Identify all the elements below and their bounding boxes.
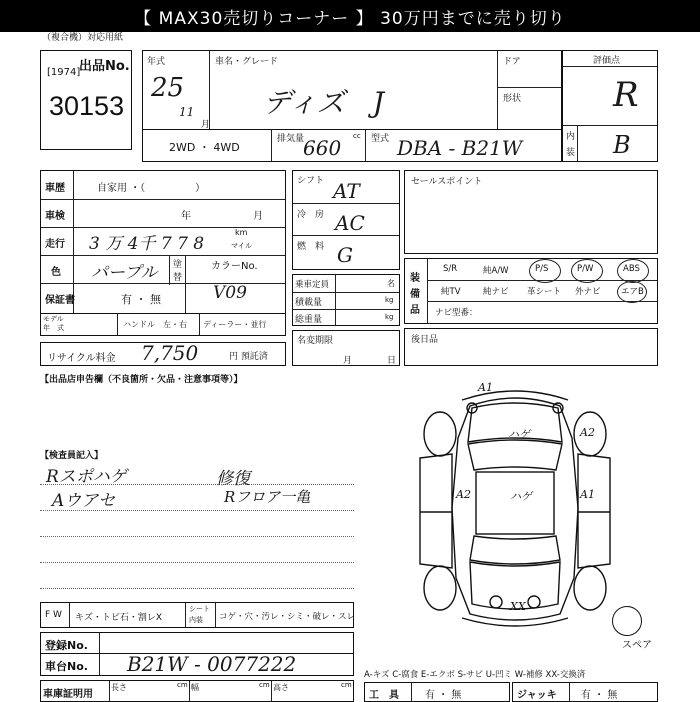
- paint-label-1: 塗: [173, 260, 183, 270]
- type-value: DBA - B21W: [397, 136, 523, 160]
- navi-model-label: ナビ型番：: [435, 308, 478, 318]
- spare-tire-icon: [612, 606, 642, 636]
- equipment-label-1: 装: [410, 273, 420, 284]
- handle-options: ハンドル 左・右: [123, 320, 187, 329]
- jack-label: ジャッキ: [517, 690, 557, 701]
- lot-number: 30153: [49, 91, 125, 121]
- interior-items: コゲ・穴・汚レ・シミ・破レ・スレ: [219, 612, 356, 622]
- interior-label-2: 装: [566, 148, 576, 158]
- year-label: 年式: [147, 57, 166, 67]
- ps-circle: [529, 259, 561, 283]
- equip-leather: 革シート: [527, 287, 562, 297]
- recycle-label: リサイクル料金: [47, 353, 116, 364]
- drive-type: 2WD ・ 4WD: [169, 141, 240, 154]
- ac-value: AC: [335, 211, 365, 235]
- registration-row: [40, 632, 354, 654]
- tools-label: 工 具: [369, 690, 399, 701]
- inspection-year: 年: [181, 211, 191, 222]
- lot-box: [40, 50, 132, 150]
- equip-navi: 純ナビ: [483, 287, 509, 297]
- cert-height-unit: cm: [341, 681, 352, 689]
- note-line-1: Rスポハゲ: [46, 467, 127, 487]
- seat-label-1: シート: [189, 605, 210, 613]
- equip-pw: P/W: [577, 264, 594, 274]
- recycle-row: [40, 342, 286, 366]
- diagram-label-right-front: A2: [580, 426, 595, 439]
- model-year-label-1: モデル: [43, 315, 64, 323]
- model-value: ディズ J: [263, 86, 384, 119]
- cert-label: 車庫証明用: [43, 689, 93, 700]
- warranty-label: 保証書: [45, 295, 75, 306]
- fuel-value: G: [337, 243, 353, 267]
- lot-bracket: [1974]: [47, 67, 81, 78]
- equip-ps: P/S: [535, 264, 549, 274]
- score-box: [562, 50, 658, 162]
- chassis-label: 車台No.: [45, 660, 88, 673]
- model-year-label-2: 年 式: [43, 324, 64, 332]
- equipment-label-3: 品: [410, 305, 420, 316]
- mileage-label: 走行: [45, 239, 65, 250]
- diagram-label-right: A1: [580, 488, 595, 501]
- inspection-month: 月: [253, 211, 263, 222]
- jack-row: [512, 682, 658, 702]
- owner-change-day: 日: [387, 356, 397, 366]
- recycle-value: 7,750: [141, 341, 199, 365]
- color-value: パープル: [91, 263, 158, 283]
- color-code-label: カラーNo.: [211, 261, 258, 272]
- tools-value: 有 ・ 無: [425, 690, 462, 701]
- displacement-unit: cc: [353, 132, 361, 140]
- year-month-value: 11: [179, 105, 195, 119]
- type-label: 型式: [371, 134, 390, 144]
- rear-items-label: 後日品: [411, 335, 439, 345]
- color-code-value: V09: [213, 283, 247, 303]
- abs-circle: [617, 259, 649, 283]
- displacement-value: 660: [303, 136, 342, 160]
- equip-airbag: エアB: [621, 287, 644, 297]
- pw-circle: [571, 259, 603, 283]
- cert-width-unit: cm: [259, 681, 270, 689]
- interior-row: [40, 602, 354, 628]
- note-line-3: Aウアセ: [52, 491, 116, 511]
- registration-label: 登録No.: [45, 639, 88, 652]
- chassis-row: [40, 654, 354, 676]
- model-year-row: [40, 314, 286, 336]
- equipment-label-2: 備: [410, 289, 420, 300]
- history-label: 車歴: [45, 183, 65, 194]
- door-label: ドア: [503, 57, 521, 67]
- inspector-notes: [40, 460, 354, 598]
- fw-items: キズ・トビ石・割レX: [75, 613, 162, 623]
- mileage-unit-mile: マイル: [231, 242, 252, 250]
- history-value: 自家用 ・（ ）: [97, 183, 206, 194]
- shift-value: AT: [333, 179, 360, 203]
- gross-label: 総重量: [295, 315, 323, 325]
- note-line-4: Rフロア一亀: [224, 488, 311, 506]
- month-unit: 月: [201, 120, 211, 130]
- equipment-box: [404, 258, 658, 324]
- equip-aw: 純A/W: [483, 266, 509, 276]
- interior-value: B: [613, 131, 631, 159]
- note-line-2: 修復: [216, 469, 250, 489]
- diagram-label-rear: XX: [510, 600, 526, 613]
- garage-cert-row: [40, 680, 354, 702]
- airbag-circle: [617, 281, 647, 303]
- cert-length-unit: cm: [177, 681, 188, 689]
- spec-row: [142, 130, 562, 162]
- fw-label: F W: [45, 610, 62, 620]
- rear-items-box: [404, 328, 658, 366]
- owner-change-month: 月: [343, 356, 353, 366]
- inspector-label: 【検査員記入】: [40, 451, 104, 461]
- capacity-box: [292, 274, 400, 326]
- diagram-label-roof: ハゲ: [510, 490, 532, 503]
- diagram-label-left: A2: [456, 488, 471, 501]
- load-label: 積載量: [295, 298, 323, 308]
- dealer-options: ディーラー・並行: [203, 320, 267, 329]
- equip-sr: S/R: [443, 264, 458, 274]
- mileage-value: 3 万 4千 7 7 8: [89, 234, 205, 254]
- inspection-label: 車検: [45, 211, 65, 222]
- tools-row: [364, 682, 510, 702]
- fuel-label: 燃 料: [297, 242, 325, 252]
- sale-banner: 【 MAX30売切りコーナー 】 30万円までに売り切り: [0, 0, 700, 32]
- details-box: [40, 170, 286, 314]
- lot-label: 出品No.: [79, 59, 130, 74]
- equip-abs: ABS: [623, 264, 640, 274]
- cert-height: 高さ: [273, 683, 289, 692]
- chassis-value: B21W - 0077222: [127, 652, 297, 676]
- spare-label: スペア: [622, 640, 652, 651]
- owner-change-label: 名変期限: [297, 336, 334, 346]
- shift-label: シフト: [297, 176, 325, 186]
- score-value: R: [613, 75, 639, 115]
- capacity-unit: 名: [387, 279, 395, 288]
- paper-note: （複合機）対応用紙: [42, 33, 124, 43]
- paint-label-2: 替: [173, 273, 183, 283]
- interior-label-1: 内: [566, 132, 576, 142]
- header-box: [142, 50, 562, 130]
- load-unit: kg: [385, 296, 394, 304]
- gross-unit: kg: [385, 313, 394, 321]
- diagram-label-hood: ハゲ: [508, 428, 530, 441]
- sales-point-box: [404, 170, 658, 254]
- cert-width: 幅: [191, 683, 199, 692]
- seat-label-2: 内装: [189, 616, 203, 624]
- displacement-label: 排気量: [277, 134, 305, 144]
- year-value: 25: [151, 73, 185, 103]
- recycle-unit: 円 預託済: [229, 352, 268, 362]
- color-label: 色: [51, 267, 61, 278]
- equip-ext-navi: 外ナビ: [575, 287, 601, 297]
- equip-tv: 純TV: [441, 287, 461, 297]
- jack-value: 有 ・ 無: [581, 690, 618, 701]
- sales-point-label: セールスポイント: [411, 177, 483, 187]
- owner-change-box: [292, 330, 400, 366]
- ac-label: 冷 房: [297, 210, 325, 220]
- seller-notice-label: 【出品店申告欄（不良箇所・欠品・注意事項等）】: [40, 375, 243, 385]
- mileage-unit-km: km: [235, 228, 248, 237]
- shift-box: [292, 170, 400, 270]
- model-label: 車名・グレード: [215, 57, 279, 67]
- damage-legend: A-キズ C-腐食 E-エクボ S-サビ U-凹ミ W-補修 XX-交換済: [364, 670, 586, 680]
- cert-length: 長さ: [111, 683, 127, 692]
- warranty-value: 有 ・ 無: [121, 293, 161, 306]
- diagram-label-front: A1: [478, 381, 493, 394]
- capacity-label: 乗車定員: [295, 280, 330, 290]
- score-label: 評価点: [593, 56, 621, 66]
- car-damage-diagram: [410, 378, 620, 630]
- shape-label: 形状: [503, 94, 522, 104]
